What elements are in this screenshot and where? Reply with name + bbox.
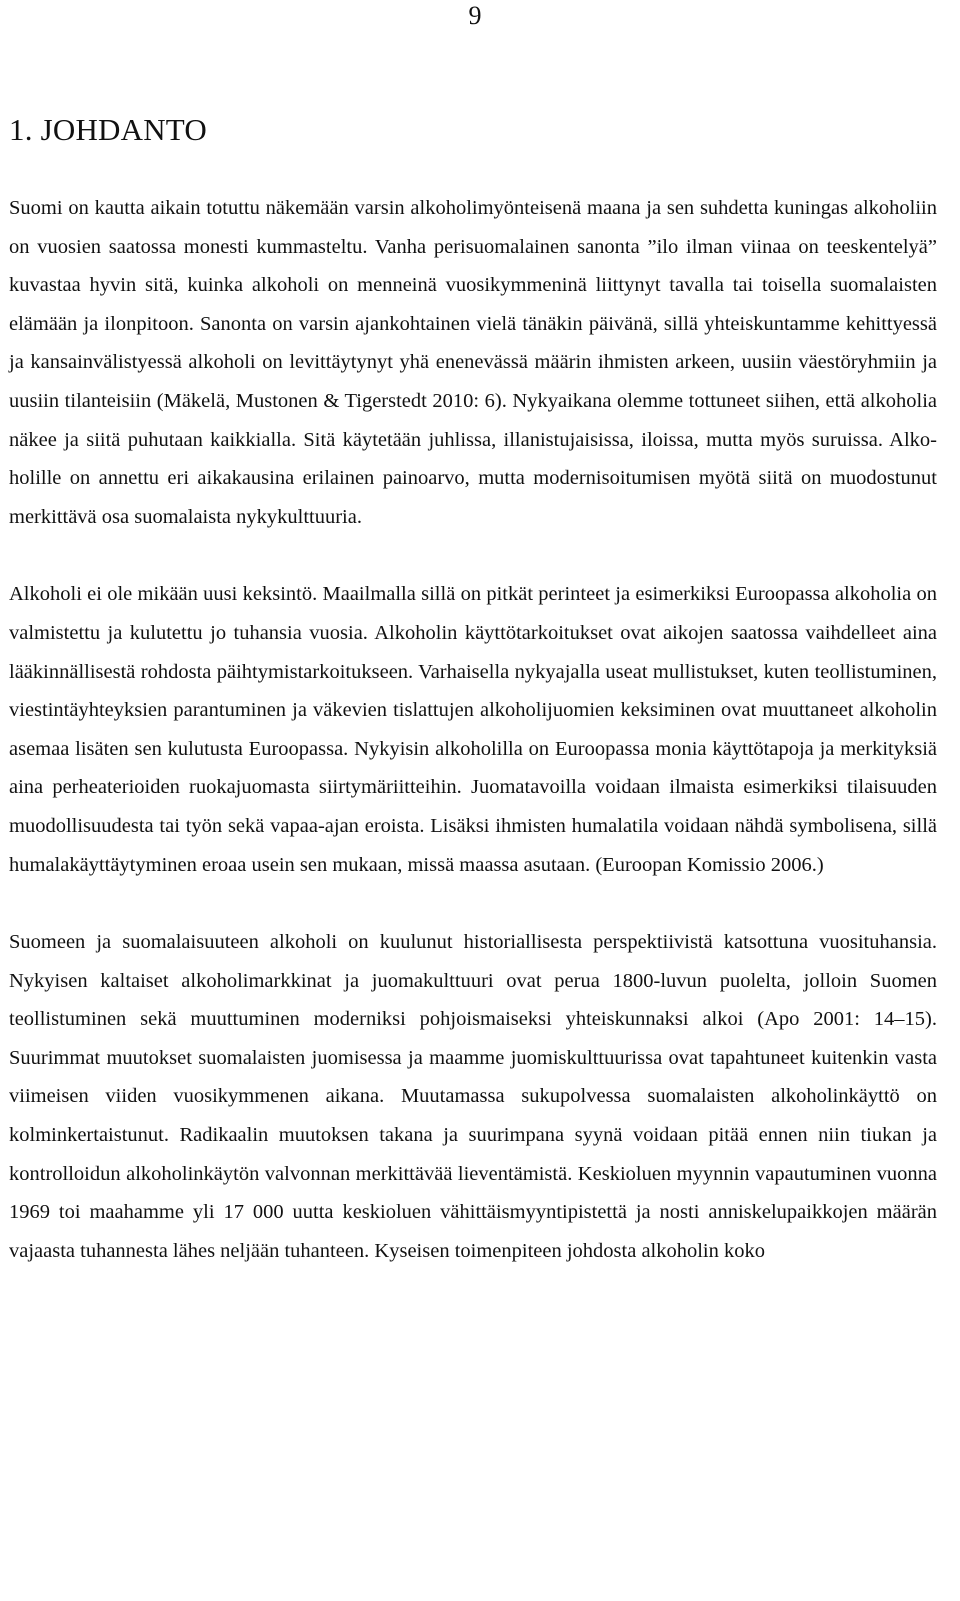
chapter-heading: 1. JOHDANTO — [9, 112, 207, 147]
body-text — [9, 189, 937, 1270]
paragraph-1: Suomi on kautta aikain totuttu näkemään varsin alkoholimyönteisenä maana ja sen suhdetta kuningas alkoholiin on vuosien saatossa monesti kummasteltu. Vanha perisuomalainen sanonta ”ilo ilman viinaa on teeskentelyä” kuvastaa hyvin sitä, kuinka alkoholi on menneinä vuosikymmeninä liittynyt tavalla tai toisella suomalaisten elämään ja ilonpitoon. Sanonta on varsin ajankohtainen vielä tänäkin päivänä, sillä yhteiskuntamme kehittyessä ja kansainvälistyessä alkoholi on levittäytynyt yhä enenevässä määrin ihmisten arkeen, uusiin väestöryhmiin ja uusiin tilanteisiin (Mäkelä, Mustonen & Tigerstedt 2010: 6). Nykyaikana olemme tottuneet siihen, että alkoholia näkee ja siitä puhutaan kaikkialla. Sitä käytetään juhlissa, illanistujaisissa, iloissa, mutta myös suruissa. Alkoholille on annettu eri aikakausina erilainen painoarvo, mutta modernisoitumisen myötä siitä on muodostunut merkittävä osa suomalaista nykykulttuuria. — [9, 197, 937, 528]
page-number: 9 — [468, 1, 482, 30]
paragraph-2: Alkoholi ei ole mikään uusi keksintö. Maailmalla sillä on pitkät perinteet ja esimerkiksi Euroopassa alkoholia on valmistettu ja kulutettu jo tuhansia vuosia. Alkoholin käyttötarkoitukset ovat aikojen saatossa vaihdelleet aina lääkinnällisestä rohdosta päihtymistarkoitukseen. Varhaisella nykyajalla useat mullistukset, kuten teollistuminen, viestintäyhteyksien parantuminen ja väkevien tislattujen alkoholijuomien keksiminen ovat muuttaneet alkoholin asemaa lisäten sen kulutusta Euroopassa. Nykyisin alkoholilla on Euroopassa monia käyttötapoja ja merkityksiä aina perheaterioiden ruokajuomasta siirtymäriitteihin. Juomatavoilla voidaan ilmaista esimerkiksi tilaisuuden muodollisuudesta tai työn sekä vapaa-ajan eroista. Lisäksi ihmisten humalatila voidaan nähdä symbolisena, sillä humalakäyttäytyminen eroaa usein sen mukaan, missä maassa asutaan. (Euroopan Komissio 2006.) — [9, 583, 937, 876]
paragraph-3: Suomeen ja suomalaisuuteen alkoholi on kuulunut historiallisesta perspektiivistä katsottuna vuosituhansia. Nykyisen kaltaiset alkoholimarkkinat ja juomakulttuuri ovat perua 1800-luvun puolelta, jolloin Suomen teollistuminen sekä muuttuminen moderniksi pohjoismaiseksi yhteiskunnaksi alkoi (Apo 2001: 14–15). Suurimmat muutokset suomalaisten juomisessa ja maamme juomiskulttuurissa ovat tapahtuneet kuitenkin vasta viimeisen viiden vuosikymmenen aikana. Muutamassa sukupolvessa suomalaisten alkoholinkäyttö on kolminkertaistunut. Radikaalin muutoksen takana ja suurimpana syynä voidaan pitää ennen niin tiukan ja kontrolloidun alkoholinkäytön valvonnan merkittävää lieventämistä. Keskioluen myynnin vapautuminen vuonna 1969 toi maahamme yli 17 000 uutta keskioluen vähittäismyyntipistettä ja nosti anniskelupaikkojen määrän vajaasta tuhannesta lähes neljään tuhanteen. Kyseisen toimenpiteen johdosta alkoholin koko — [9, 931, 937, 1262]
